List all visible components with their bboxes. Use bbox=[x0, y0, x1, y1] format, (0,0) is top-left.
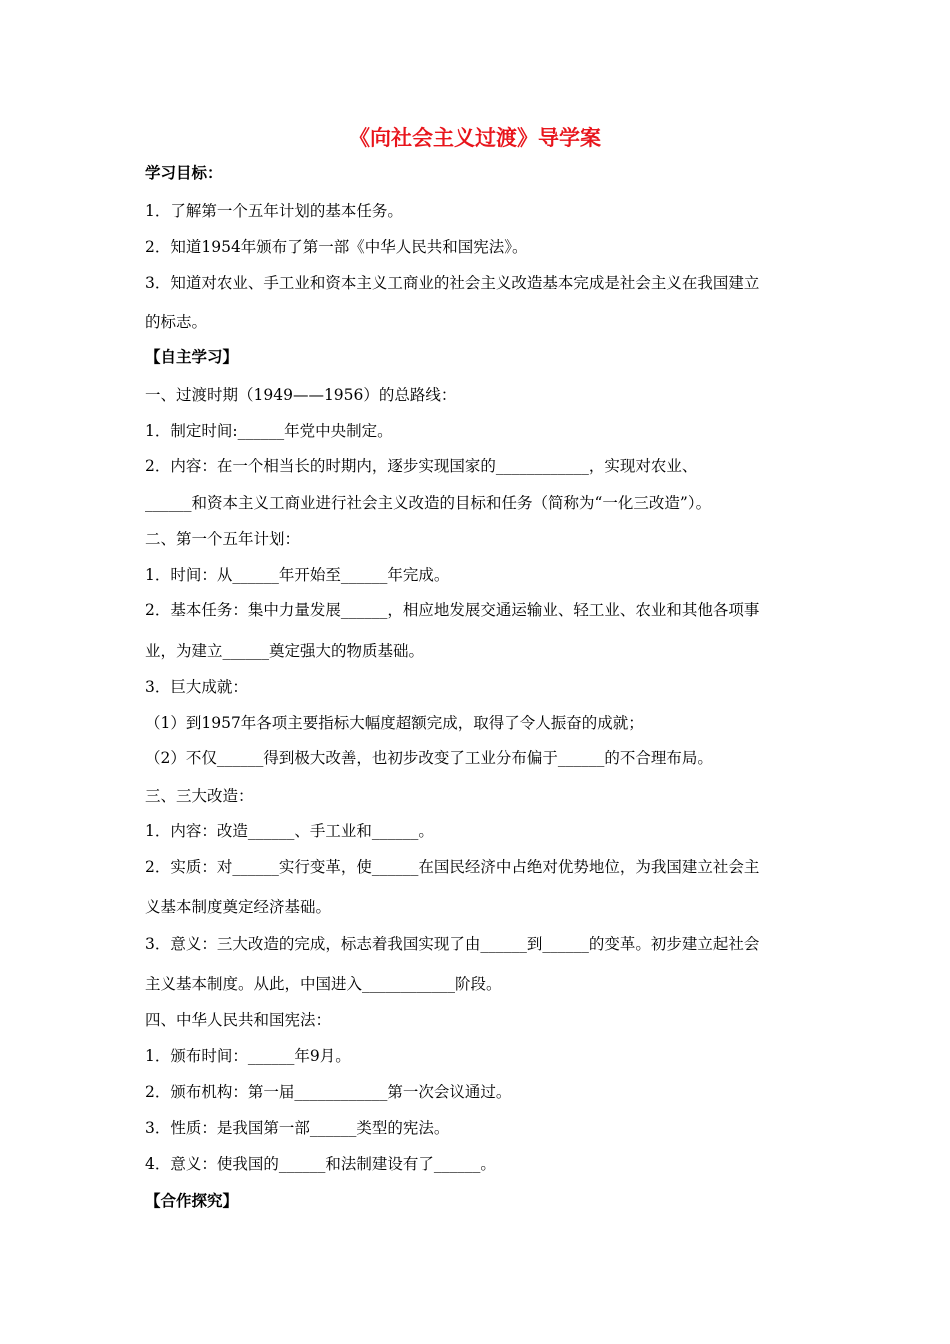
self-study-line: 业，为建立______奠定强大的物质基础。 bbox=[145, 642, 425, 660]
self-study-line: 2．内容：在一个相当长的时期内，逐步实现国家的____________，实现对农业、 bbox=[145, 457, 698, 475]
objective-item: 3．知道对农业、手工业和资本主义工商业的社会主义改造基本完成是社会主义在我国建立 bbox=[145, 274, 760, 292]
document-title: 《向社会主义过渡》导学案 bbox=[349, 126, 601, 150]
self-study-line: 2．实质：对______实行变革，使______在国民经济中占绝对优势地位，为我国建立社会主 bbox=[145, 858, 760, 876]
self-study-line: 二、第一个五年计划： bbox=[145, 530, 301, 548]
self-study-line: 3．巨大成就： bbox=[145, 678, 248, 696]
self-study-line: 4．意义：使我国的______和法制建设有了______。 bbox=[145, 1155, 496, 1173]
self-study-line: 主义基本制度。从此，中国进入____________阶段。 bbox=[145, 975, 502, 993]
self-study-line: 3．性质：是我国第一部______类型的宪法。 bbox=[145, 1119, 450, 1137]
self-study-line: 1．时间：从______年开始至______年完成。 bbox=[145, 566, 450, 584]
self-study-line: 1．制定时间:______年党中央制定。 bbox=[145, 422, 393, 440]
self-study-line: 四、中华人民共和国宪法： bbox=[145, 1011, 332, 1029]
objective-item: 的标志。 bbox=[145, 313, 208, 331]
self-study-line: 一、过渡时期（1949——1956）的总路线： bbox=[145, 386, 457, 404]
self-study-heading: 【自主学习】 bbox=[145, 348, 239, 366]
objective-item: 1．了解第一个五年计划的基本任务。 bbox=[145, 202, 403, 220]
self-study-line: 2．基本任务：集中力量发展______，相应地发展交通运输业、轻工业、农业和其他各项事 bbox=[145, 601, 760, 619]
cooperation-heading: 【合作探究】 bbox=[145, 1192, 239, 1210]
self-study-line: 义基本制度奠定经济基础。 bbox=[145, 898, 332, 916]
self-study-line: ______和资本主义工商业进行社会主义改造的目标和任务（简称为“一化三改造”）。 bbox=[145, 494, 712, 512]
self-study-line: 1．内容：改造______、手工业和______。 bbox=[145, 822, 434, 840]
self-study-line: （2）不仅______得到极大改善，也初步改变了工业分布偏于______的不合理布局。 bbox=[145, 749, 713, 767]
objectives-heading: 学习目标： bbox=[145, 164, 223, 182]
self-study-line: （1）到1957年各项主要指标大幅度超额完成，取得了令人振奋的成就； bbox=[145, 714, 644, 732]
objective-item: 2．知道1954年颁布了第一部《中华人民共和国宪法》。 bbox=[145, 238, 528, 256]
self-study-line: 三、三大改造： bbox=[145, 787, 254, 805]
self-study-line: 3．意义：三大改造的完成，标志着我国实现了由______到______的变革。初步建立起社会 bbox=[145, 935, 760, 953]
self-study-line: 2．颁布机构：第一届____________第一次会议通过。 bbox=[145, 1083, 512, 1101]
self-study-line: 1．颁布时间：______年9月。 bbox=[145, 1047, 351, 1065]
